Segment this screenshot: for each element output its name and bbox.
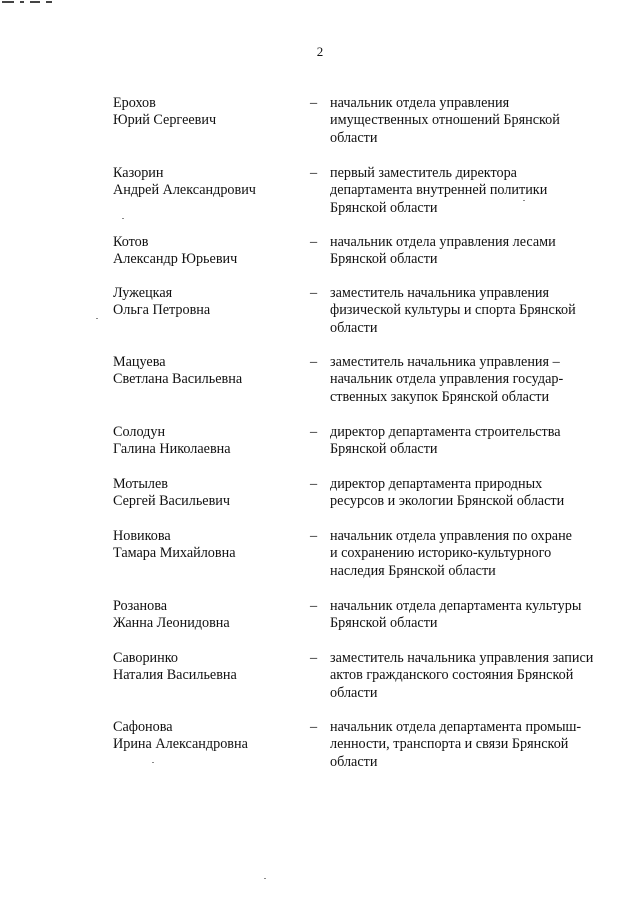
person-name <box>113 424 303 459</box>
scan-speck <box>264 878 266 879</box>
separator-dash: – <box>310 354 318 370</box>
position-line: начальник отдела управления лесами <box>330 234 556 250</box>
position-line: начальник отдела департамента промыш- <box>330 719 582 735</box>
person-name <box>113 528 303 563</box>
position-line: имущественных отношений Брянской <box>330 112 560 129</box>
scan-speck <box>96 318 98 319</box>
position-line: Брянской области <box>330 199 438 216</box>
person-position <box>330 650 620 702</box>
separator-dash: – <box>310 528 318 544</box>
position-line: области <box>330 319 378 336</box>
person-position <box>330 95 620 147</box>
position-line: начальник отдела управления государ- <box>330 371 564 388</box>
person-given-name: Светлана Васильевна <box>113 371 243 388</box>
person-given-name: Тамара Михайловна <box>113 545 236 562</box>
position-line: наследия Брянской области <box>330 562 496 579</box>
person-surname: Мацуева <box>113 354 166 370</box>
position-line: первый заместитель директора <box>330 165 517 181</box>
scan-corner-mark <box>2 0 62 4</box>
position-line: заместитель начальника управления <box>330 285 550 301</box>
person-surname: Новикова <box>113 528 171 544</box>
person-surname: Саворинко <box>113 650 178 666</box>
person-name <box>113 650 303 685</box>
person-surname: Ерохов <box>113 95 156 111</box>
position-line: Брянской области <box>330 615 438 632</box>
person-surname: Мотылев <box>113 476 168 492</box>
position-line: Брянской области <box>330 251 438 268</box>
person-surname: Сафонова <box>113 719 173 735</box>
person-name <box>113 598 303 633</box>
scan-speck <box>523 200 525 201</box>
person-name <box>113 719 303 754</box>
person-surname: Солодун <box>113 424 166 440</box>
position-line: начальник отдела департамента культуры <box>330 598 582 614</box>
person-surname: Лужецкая <box>113 285 173 301</box>
position-line: физической культуры и спорта Брянской <box>330 302 576 319</box>
person-position <box>330 165 620 217</box>
person-name <box>113 234 303 269</box>
position-line: департамента внутренней политики <box>330 182 548 199</box>
person-surname: Казорин <box>113 165 164 181</box>
scan-speck <box>152 762 154 763</box>
person-position <box>330 719 620 771</box>
person-name <box>113 476 303 511</box>
position-line: заместитель начальника управления – <box>330 354 560 370</box>
person-position <box>330 598 620 633</box>
position-line: начальник отдела управления по охране <box>330 528 572 544</box>
person-given-name: Галина Николаевна <box>113 441 231 458</box>
person-name <box>113 354 303 389</box>
person-given-name: Сергей Васильевич <box>113 493 231 510</box>
position-line: директор департамента строительства <box>330 424 561 440</box>
person-given-name: Александр Юрьевич <box>113 251 238 268</box>
person-given-name: Наталия Васильевна <box>113 667 237 684</box>
separator-dash: – <box>310 719 318 735</box>
person-position <box>330 354 620 406</box>
separator-dash: – <box>310 285 318 301</box>
separator-dash: – <box>310 165 318 181</box>
separator-dash: – <box>310 234 318 250</box>
position-line: директор департамента природных <box>330 476 543 492</box>
person-given-name: Ольга Петровна <box>113 302 211 319</box>
separator-dash: – <box>310 650 318 666</box>
person-name <box>113 285 303 320</box>
position-line: области <box>330 753 378 770</box>
separator-dash: – <box>310 476 318 492</box>
position-line: области <box>330 684 378 701</box>
person-position <box>330 234 620 269</box>
person-surname: Котов <box>113 234 149 250</box>
position-line: начальник отдела управления <box>330 95 510 111</box>
person-position <box>330 285 620 337</box>
person-name <box>113 165 303 200</box>
separator-dash: – <box>310 424 318 440</box>
separator-dash: – <box>310 95 318 111</box>
person-given-name: Андрей Александрович <box>113 182 256 199</box>
scan-speck <box>122 218 124 219</box>
position-line: ственных закупок Брянской области <box>330 388 550 405</box>
person-position <box>330 476 620 511</box>
person-given-name: Жанна Леонидовна <box>113 615 230 632</box>
person-position <box>330 528 620 580</box>
person-position <box>330 424 620 459</box>
position-line: актов гражданского состояния Брянской <box>330 667 574 684</box>
person-given-name: Юрий Сергеевич <box>113 112 217 129</box>
position-line: ленности, транспорта и связи Брянской <box>330 736 569 753</box>
position-line: области <box>330 129 378 146</box>
position-line: заместитель начальника управления записи <box>330 650 594 666</box>
position-line: Брянской области <box>330 441 438 458</box>
position-line: и сохранению историко-культурного <box>330 545 552 562</box>
person-surname: Розанова <box>113 598 168 614</box>
position-line: ресурсов и экологии Брянской области <box>330 493 565 510</box>
page-number: 2 <box>316 44 324 59</box>
separator-dash: – <box>310 598 318 614</box>
person-name <box>113 95 303 130</box>
person-given-name: Ирина Александровна <box>113 736 248 753</box>
